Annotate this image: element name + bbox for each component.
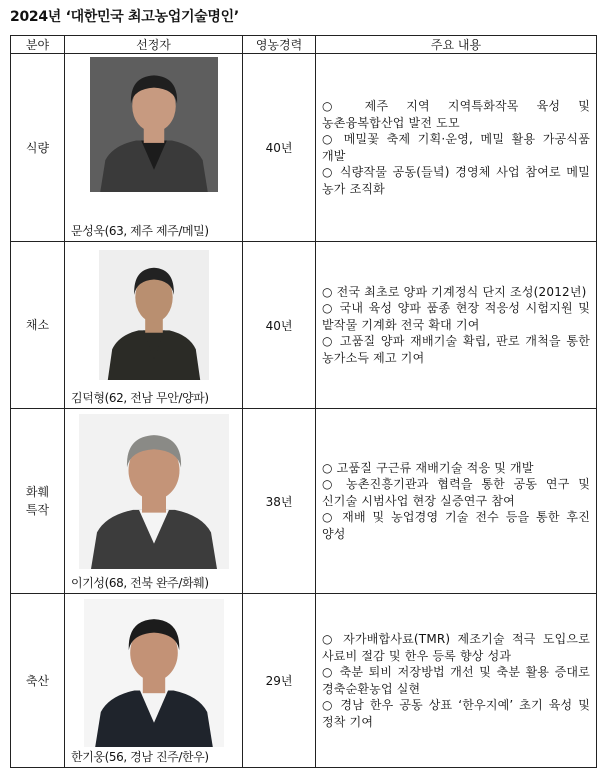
person-caption: 문성욱(63, 제주 제주/메밀) [71,224,209,238]
header-main-content: 주요 내용 [316,36,597,54]
header-selectee: 선정자 [65,36,243,54]
portrait-photo [99,250,209,380]
content-cell [316,594,597,768]
content-item: ○ 메밀꽃 축제 기획·운영, 메밀 활용 가공식품 개발 [322,132,590,163]
field-cell: 축산 [11,594,65,768]
content-item: ○ 농촌진흥기관과 협력을 통한 공동 연구 및 신기술 시범사업 현장 실증연구 참여 [322,477,590,508]
table-row [11,594,597,768]
portrait-photo [79,414,229,569]
content-cell [316,54,597,242]
field-cell: 채소 [11,242,65,409]
content-item: ○ 국내 육성 양파 품종 현장 적응성 시험지원 및 밭작물 기계화 전국 확대 기여 [322,301,590,332]
content-item: ○ 경남 한우 공동 상표 ‘한우지예’ 초기 육성 및 정착 기여 [322,698,590,729]
content-item: ○ 전국 최초로 양파 기계정식 단지 조성(2012년) [322,284,587,299]
content-item: ○ 식량작물 공동(들녘) 경영체 사업 참여로 메밀 농가 조직화 [322,165,590,196]
content-item: ○ 고품질 구근류 재배기술 적응 및 개발 [322,460,534,475]
table-header-row [11,36,597,54]
content-item: ○ 재배 및 농업경영 기술 전수 등을 통한 후진 양성 [322,510,590,541]
career-years: 40년 [243,54,316,242]
portrait-photo [84,599,224,747]
table-row [11,54,597,242]
document-title: 2024년 ‘대한민국 최고농업기술명인’ [10,9,239,25]
career-years: 40년 [243,242,316,409]
person-caption: 한기웅(56, 경남 진주/한우) [71,750,209,764]
person-caption: 이기성(68, 전북 완주/화훼) [71,576,209,590]
table-row [11,242,597,409]
table-row [11,409,597,594]
content-item: ○ 자가배합사료(TMR) 제조기술 적극 도입으로 사료비 절감 및 한우 등록 향상 성과 [322,632,590,663]
person-cell [65,409,243,594]
portrait-photo [90,57,218,192]
content-item: ○ 고품질 양파 재배기술 확립, 판로 개척을 통한 농가소득 제고 기여 [322,334,590,365]
masters-table [10,35,597,768]
content-cell [316,242,597,409]
career-years: 29년 [243,594,316,768]
person-caption: 김덕형(62, 전남 무안/양파) [71,391,209,405]
content-item: ○ 제주 지역 지역특화작목 육성 및 농촌융복합산업 발전 도모 [322,99,590,130]
person-cell [65,242,243,409]
field-cell: 화훼 특작 [11,409,65,594]
person-cell [65,594,243,768]
content-item: ○ 축분 퇴비 저장방법 개선 및 축분 활용 증대로 경축순환농업 실현 [322,665,590,696]
career-years: 38년 [243,409,316,594]
field-cell: 식량 [11,54,65,242]
header-farming-career: 영농경력 [243,36,316,54]
content-cell [316,409,597,594]
person-cell [65,54,243,242]
header-field: 분야 [11,36,65,54]
